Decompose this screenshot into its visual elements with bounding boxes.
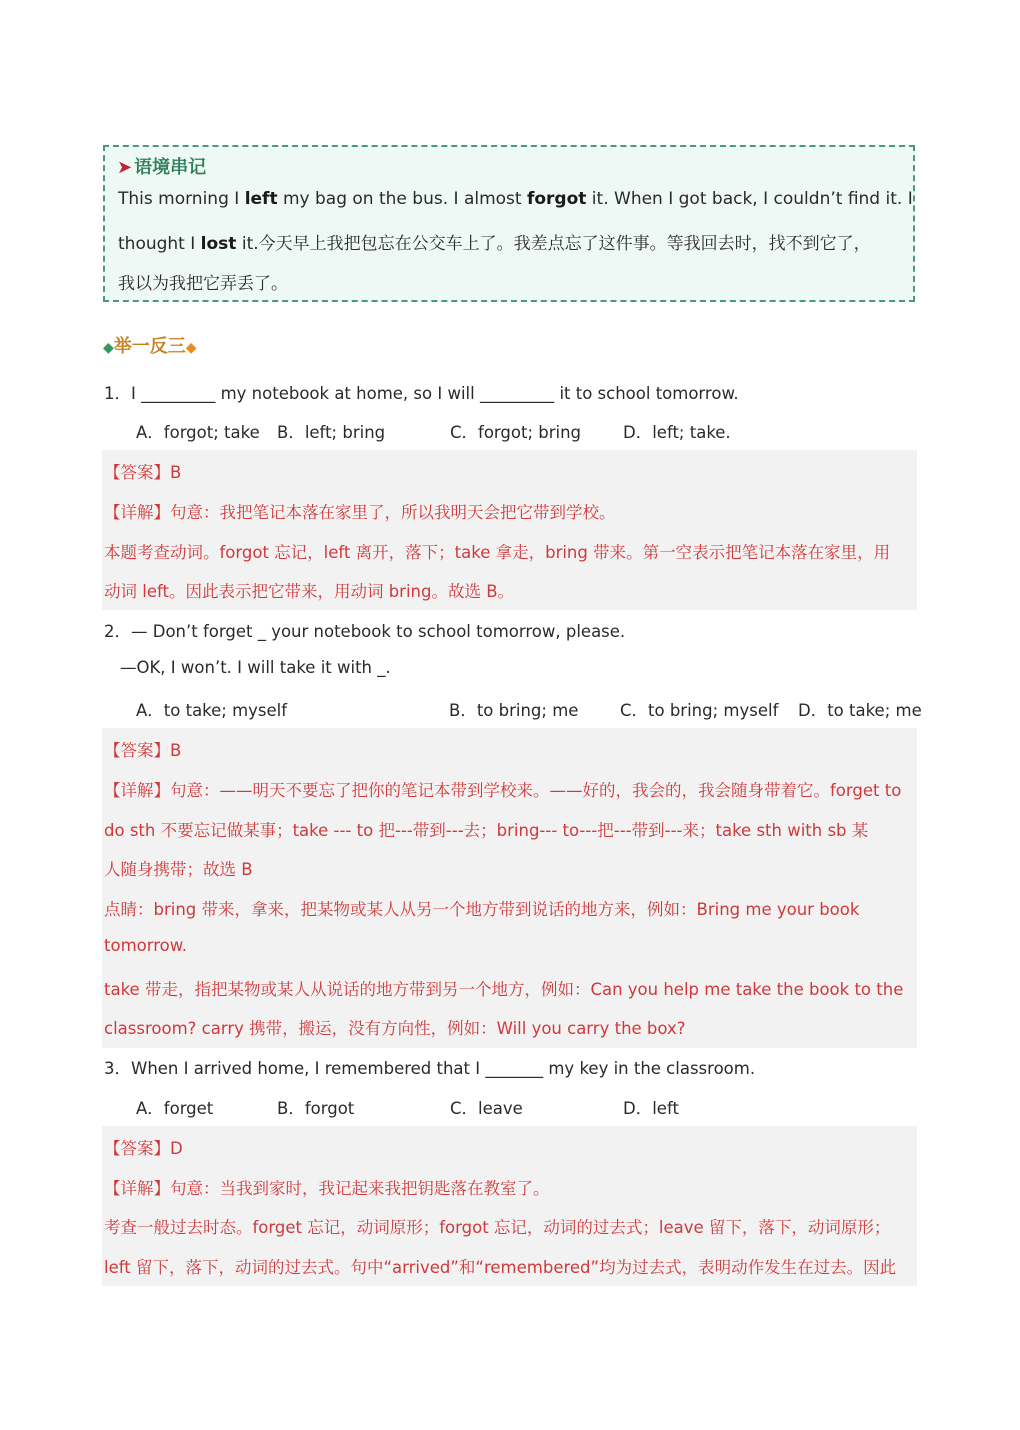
q1-answer: 【答案】B — [104, 463, 182, 482]
context-memory-box — [103, 145, 915, 302]
q1-option-d: D．left; take. — [623, 423, 731, 442]
q2-detail: 人随身携带；故选 B — [104, 860, 253, 879]
q3-detail: 【详解】句意：当我到家时，我记起来我把钥匙落在教室了。 — [104, 1179, 550, 1198]
q3-detail: 考查一般过去时态。forget 忘记，动词原形；forgot 忘记，动词的过去式；leave 留下，落下，动词原形； — [104, 1218, 891, 1237]
q2-option-d: D．to take; me — [798, 701, 922, 720]
diamond-icon: ◆ — [103, 340, 114, 356]
q1-option-a: A．forgot; take — [136, 423, 260, 442]
q2-detail: classroom? carry 携带，搬运，没有方向性，例如：Will you carry the box? — [104, 1019, 686, 1038]
q1-detail: 动词 left。因此表示把它带来，用动词 bring。故选 B。 — [104, 582, 515, 601]
question-1-stem: 1．I _________ my notebook at home, so I will _________ it to school tomorrow. — [104, 384, 739, 403]
question-3-stem: 3．When I arrived home, I remembered that I _______ my key in the classroom. — [104, 1059, 756, 1078]
q2-detail: do sth 不要忘记做某事；take --- to 把---带到---去；bring--- to---把---带到---来；take sth with sb 某 — [104, 821, 869, 840]
q2-option-b: B．to bring; me — [449, 701, 579, 720]
q2-detail: 【详解】句意：——明天不要忘了把你的笔记本带到学校来。——好的，我会的，我会随身带着它。forget to — [104, 781, 902, 800]
diamond-icon: ◆ — [185, 340, 197, 356]
q3-answer: 【答案】D — [104, 1139, 183, 1158]
context-line-3: 我以为我把它弄丢了。 — [118, 274, 288, 294]
q1-option-b: B．left; bring — [277, 423, 386, 442]
q1-option-c: C．forgot; bring — [450, 423, 582, 442]
question-2-stem: —OK, I won’t. I will take it with _. — [120, 658, 391, 677]
q3-option-c: C．leave — [450, 1099, 523, 1118]
q3-option-a: A．forget — [136, 1099, 214, 1118]
context-line-2: thought I lost it.今天早上我把包忘在公交车上了。我差点忘了这件事。等我回去时，找不到它了， — [118, 234, 871, 254]
q2-option-c: C．to bring; myself — [620, 701, 779, 720]
q2-answer: 【答案】B — [104, 741, 182, 760]
context-line-1: This morning I left my bag on the bus. I almost forgot it. When I got back, I couldn’t find it. I — [118, 189, 913, 209]
section-title: ◆举一反三◆ — [103, 336, 197, 357]
q2-detail: take 带走，指把某物或某人从说话的地方带到另一个地方，例如：Can you help me take the book to the — [104, 980, 904, 999]
q3-detail: left 留下，落下，动词的过去式。句中“arrived”和“remembered”均为过去式，表明动作发生在过去。因此 — [104, 1258, 897, 1277]
context-title: ➤ 语境串记 — [117, 157, 207, 178]
q1-detail: 本题考查动词。forgot 忘记，left 离开，落下；take 拿走，bring 带来。第一空表示把笔记本落在家里，用 — [104, 543, 891, 562]
q3-option-d: D．left — [623, 1099, 679, 1118]
q2-answer-block — [102, 728, 917, 1048]
q3-option-b: B．forgot — [277, 1099, 355, 1118]
question-2-stem: 2．— Don’t forget _ your notebook to school tomorrow, please. — [104, 622, 626, 641]
q1-detail: 【详解】句意：我把笔记本落在家里了，所以我明天会把它带到学校。 — [104, 503, 616, 522]
chevron-right-icon: ➤ — [117, 157, 133, 178]
q2-detail: 点睛：bring 带来，拿来，把某物或某人从另一个地方带到说话的地方来，例如：Bring me your book — [104, 900, 860, 919]
q2-detail: tomorrow. — [104, 936, 187, 955]
q2-option-a: A．to take; myself — [136, 701, 288, 720]
